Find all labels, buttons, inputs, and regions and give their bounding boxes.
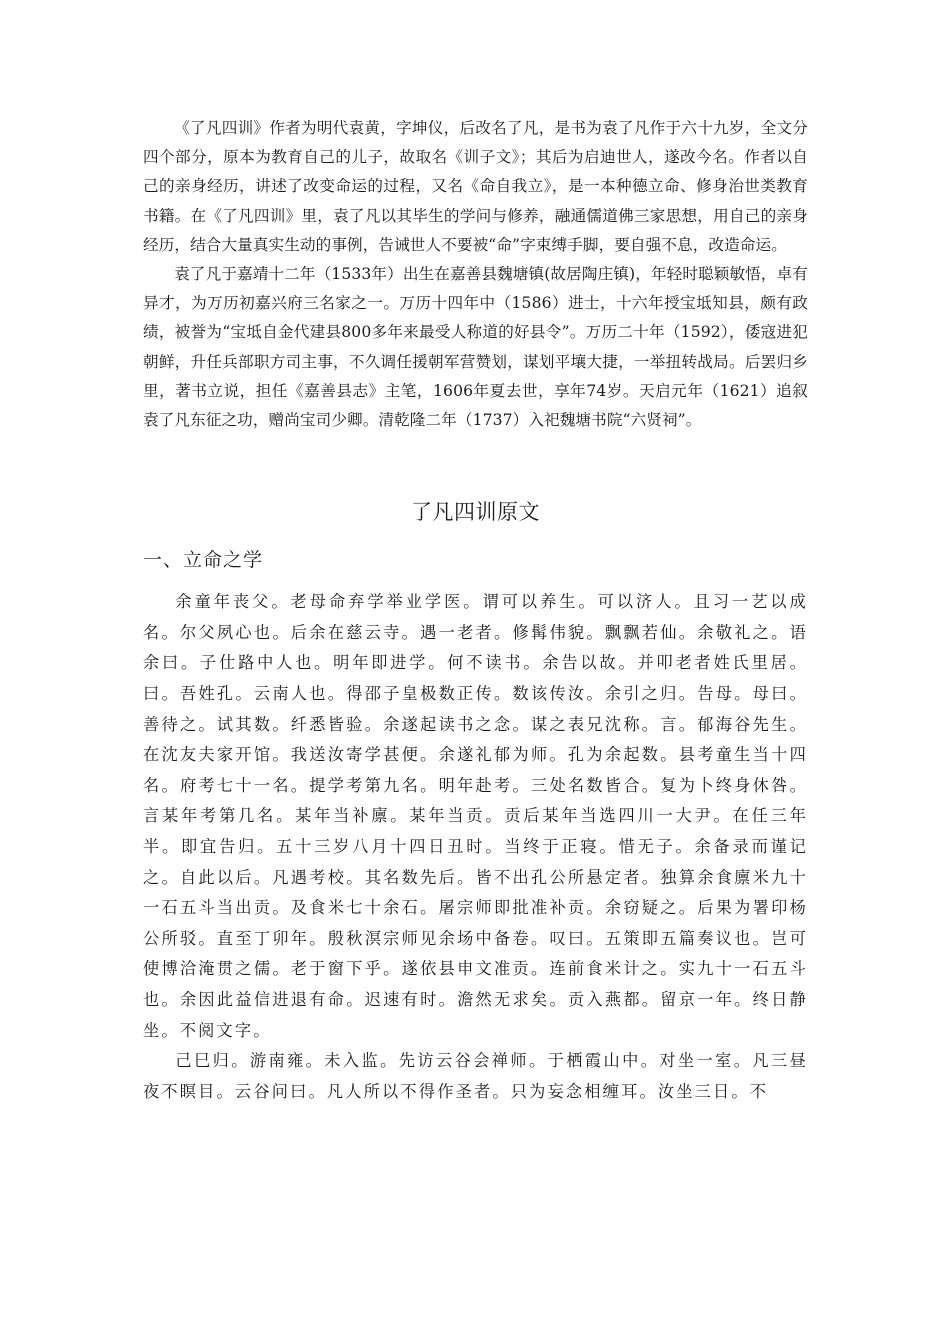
document-page: [143, 114, 808, 1107]
section-heading: 一、立命之学: [143, 549, 264, 572]
intro-paragraph-1: 《了凡四训》作者为明代袁黄，字坤仪，后改名了凡，是书为袁了凡作于六十九岁，全文分四个部分，原本为教育自己的儿子，故取名《训子文》；其后为启迪世人，遂改今名。作者以自己的亲身经历，讲述了改变命运的过程，又名《命自我立》，是一本种德立命、修身治世类教育书籍。在《了凡四训》里，袁了凡以其毕生的学问与修养，融通儒道佛三家思想，用自己的亲身经历，结合大量真实生动的事例，告诫世人不要被“命”字束缚手脚，要自强不息，改造命运。: [143, 119, 808, 254]
body-paragraph-1: 余童年丧父。老母命弃学举业学医。谓可以养生。可以济人。且习一艺以成名。尔父夙心也。后余在慈云寺。遇一老者。修髯伟貌。飘飘若仙。余敬礼之。语余曰。子仕路中人也。明年即进学。何不读书。余告以故。并叩老者姓氏里居。曰。吾姓孔。云南人也。得邵子皇极数正传。数该传汝。余引之归。告母。母曰。善待之。试其数。纤悉皆验。余遂起读书之念。谋之表兄沈称。言。郁海谷先生。在沈友夫家开馆。我送汝寄学甚便。余遂礼郁为师。孔为余起数。县考童生当十四名。府考七十一名。提学考第九名。明年赴考。三处名数皆合。复为卜终身休咎。言某年考第几名。某年当补廪。某年当贡。贡后某年当选四川一大尹。在任三年半。即宜告归。五十三岁八月十四日丑时。当终于正寝。惜无子。余备录而谨记之。自此以后。凡遇考校。其名数先后。皆不出孔公所悬定者。独算余食廪米九十一石五斗当出贡。及食米七十余石。屠宗师即批准补贡。余窃疑之。后果为署印杨公所驳。直至丁卯年。殷秋溟宗师见余场中备卷。叹曰。五策即五篇奏议也。岂可使博洽淹贯之儒。老于窗下乎。遂依县申文准贡。连前食米计之。实九十一石五斗也。余因此益信进退有命。迟速有时。澹然无求矣。贡入燕都。留京一年。终日静坐。不阅文字。: [143, 592, 808, 1040]
introduction: [143, 114, 808, 435]
intro-paragraph-2: 袁了凡于嘉靖十二年（1533年）出生在嘉善县魏塘镇(故居陶庄镇)，年轻时聪颖敏悟，卓有异才，为万历初嘉兴府三名家之一。万历十四年中（1586）进士，十六年授宝坻知县，颇有政绩，被誉为“宝坻自金代建县800多年来最受人称道的好县令”。万历二十年（1592），倭寇进犯朝鲜，升任兵部职方司主事，不久调任援朝军营赞划，谋划平壤大捷，一举扭转战局。后罢归乡里，著书立说，担任《嘉善县志》主笔，1606年夏去世，享年74岁。天启元年（1621）追叙袁了凡东征之功，赠尚宝司少卿。清乾隆二年（1737）入祀魏塘书院“六贤祠”。: [143, 265, 808, 430]
body-paragraph-2: 己巳归。游南雍。未入监。先访云谷会禅师。于栖霞山中。对坐一室。凡三昼夜不瞑目。云谷问曰。凡人所以不得作圣者。只为妄念相缠耳。汝坐三日。不: [143, 1051, 808, 1101]
main-title: 了凡四训原文: [411, 500, 540, 525]
section-body: [143, 587, 808, 1107]
